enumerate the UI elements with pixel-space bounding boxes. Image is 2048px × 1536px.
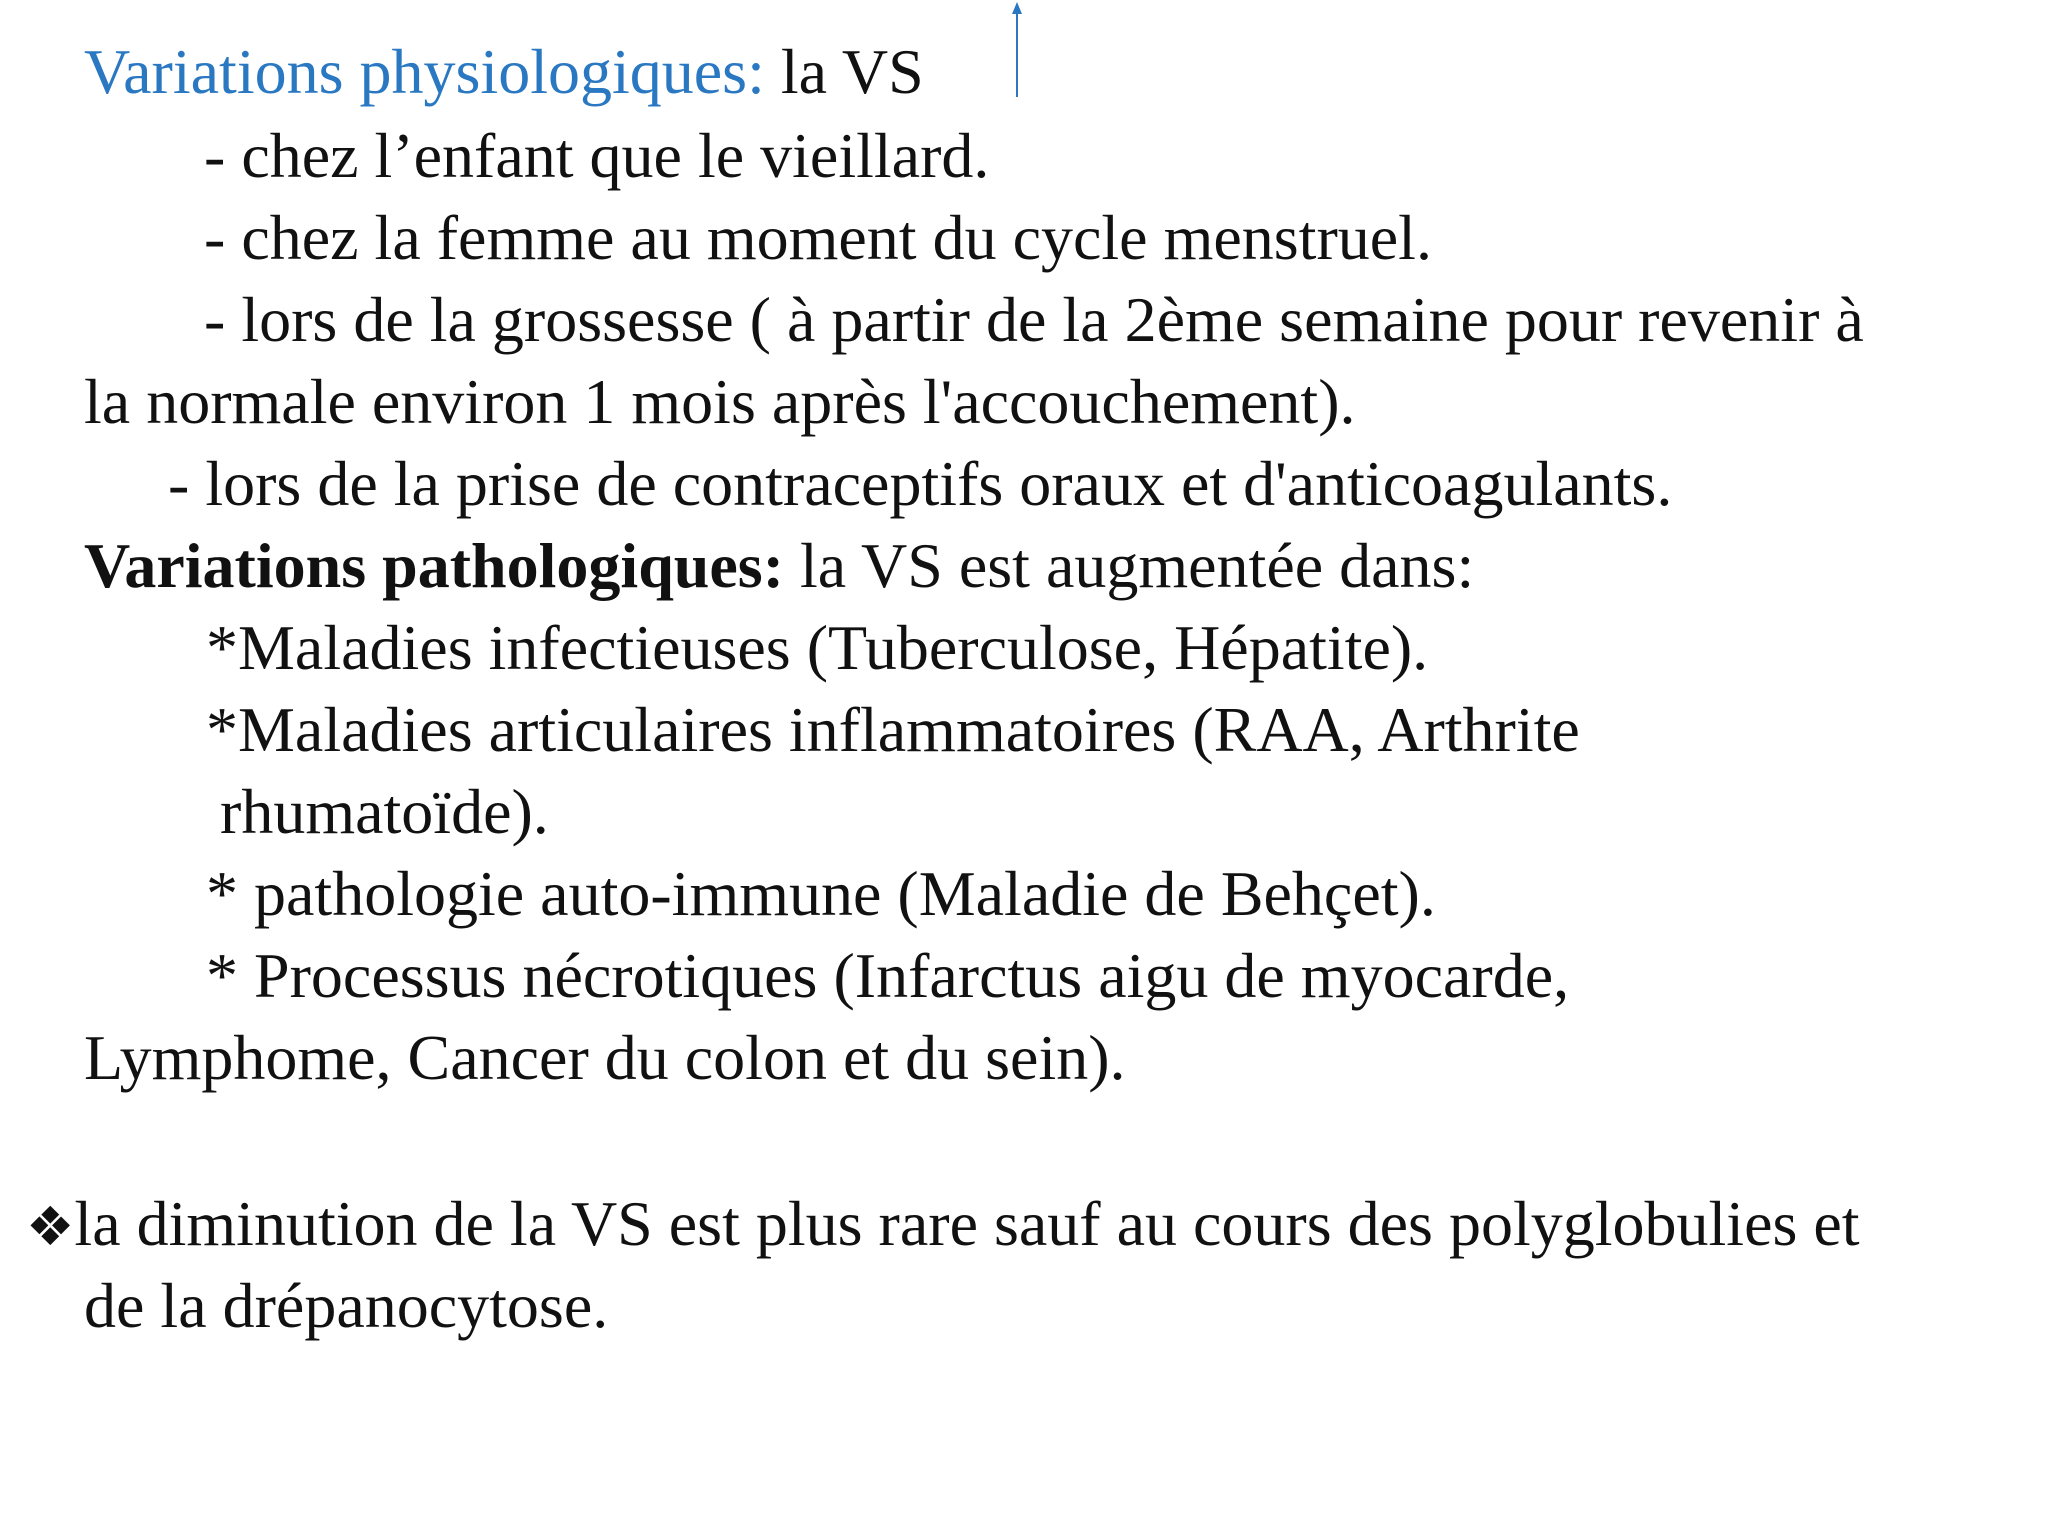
note-text-1: la diminution de la VS est plus rare sauf au cours des polyglobulies et — [74, 1188, 1860, 1259]
physio-heading: Variations physiologiques: — [84, 36, 765, 107]
physio-item: - lors de la grossesse ( à partir de la 2ème semaine pour revenir à — [204, 284, 1864, 355]
physio-heading-line — [84, 32, 924, 112]
physio-item: - lors de la prise de contraceptifs oraux et d'anticoagulants. — [168, 448, 1673, 519]
physio-item: - chez la femme au moment du cycle menstruel. — [204, 202, 1432, 273]
note-line-2: de la drépanocytose. — [84, 1270, 609, 1341]
diamond-bullet-icon: ❖ — [26, 1195, 75, 1258]
physio-item-continuation: la normale environ 1 mois après l'accouchement). — [84, 366, 1356, 437]
patho-heading-rest: la VS est augmentée dans: — [784, 530, 1475, 601]
patho-item: *Maladies articulaires inflammatoires (RAA, Arthrite — [206, 694, 1580, 765]
physio-heading-rest: la VS — [764, 36, 924, 107]
physio-item: - chez l’enfant que le vieillard. — [204, 120, 990, 191]
patho-heading: Variations pathologiques: — [84, 530, 784, 601]
patho-item-continuation: Lymphome, Cancer du colon et du sein). — [84, 1022, 1126, 1093]
note-line-1 — [26, 1184, 1860, 1267]
patho-item-continuation: rhumatoïde). — [220, 776, 549, 847]
up-arrow-icon — [1010, 2, 1024, 97]
patho-heading-line — [84, 526, 1474, 606]
patho-item: * pathologie auto-immune (Maladie de Behçet). — [206, 858, 1436, 929]
patho-item: * Processus nécrotiques (Infarctus aigu de myocarde, — [206, 940, 1570, 1011]
patho-item: *Maladies infectieuses (Tuberculose, Hépatite). — [206, 612, 1429, 683]
